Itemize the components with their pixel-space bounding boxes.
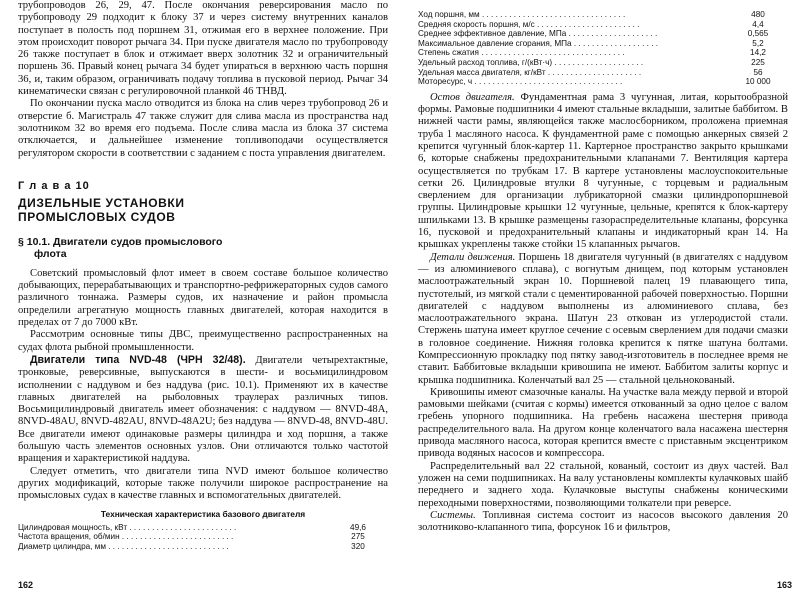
spec-row: [418, 58, 788, 68]
paragraph: [418, 510, 788, 535]
spec-value: 320: [351, 541, 365, 551]
right-page: [418, 0, 792, 600]
paragraph: [418, 92, 788, 252]
paragraph-body: Топливная система состоит из насосов высокого давления 20 золотниково-клапанного типа, форсунок 16 и фильтров,: [418, 509, 788, 534]
spec-label: Диаметр цилиндра, мм . . . . . . . . . . . . . . . . . . . . . . . . . . .: [18, 541, 229, 551]
paragraph: трубопроводов 26, 29, 47. После окончания реверсирования масло по трубопроводу 29 подходит к блоку 37 и через систему внутренних каналов поступает в полость под поршнем 31, отжимая его в верхнее положение. При этом происходит поворот рычага 34. При пуске двигателя масло по трубопроводу 26 также поступает в блок и отжимает вверх золотник 32 и ограничительный поршень 36. Правый конец рычага 34 будет упираться в верхнюю часть поршня 36, и, таким образом, ограничивать подачу топлива в пусковой период. Рычаг 34 кинематически связан с регулировочной планкой 46 ТНВД.: [18, 0, 388, 98]
spec-value: 4,4: [752, 19, 764, 29]
paragraph: Следует отметить, что двигатели типа NVD имеют большое количество других модификаций, которые также получили широкое распространение на промысловых судах в качестве главных и вспомогательных двигателей.: [18, 465, 388, 502]
spec-table: [18, 523, 388, 552]
spec-table: [418, 10, 788, 87]
paragraph: Советский промысловый флот имеет в своем составе большое количество добывающих, перерабатывающих и транспортно-рефрижераторных судов самого различного тоннажа. Размеры судов, их назначение и район промысла определили агрегатную мощность главных двигателей, которая находится в пределах от 7 до 7000 кВт.: [18, 267, 388, 329]
paragraph: Распределительный вал 22 стальной, кованый, состоит из двух частей. Вал уложен на семи подшипниках. На валу установлены комплекты кулачковых шайб переднего и заднего хода. Кулачковые выступы снабжены коническими переходными поверхностями, позволяющими толкатели при реверсе.: [418, 460, 788, 509]
spec-label: Удельный расход топлива, г/(кВт·ч) . . . . . . . . . . . . . . . . . . . .: [418, 57, 644, 67]
spec-value: 10 000: [745, 77, 771, 87]
page-number: 163: [776, 580, 792, 590]
spec-row: [418, 39, 788, 49]
paragraph-body: Двигатели четырехтактные, тронковые, реверсивные, выпускаются в шести- и восьмицилиндровом исполнении с наддувом и без наддува (рис. 10.1). Применяют их в качестве главных двигателей на рыболовных траулерах различных типов. Восьмицилиндровый двигатель имеет обозначения: с наддувом — 8NVD-48A, 8NVD-48AU, 8NVD-482AU, 8NVD-48A2U; без наддува — 8NVD-48, 8NVD-48U. Все двигатели имеют одинаковые размеры цилиндра и ход поршня, а также большую часть элементов основных узлов. Они отличаются только частотой вращения и характеристикой наддува.: [18, 354, 388, 465]
left-page: [18, 0, 388, 600]
spec-row: [18, 542, 388, 552]
spec-value: 0,565: [747, 29, 769, 39]
spec-value: 49,6: [350, 522, 366, 532]
spec-label: Частота вращения, об/мин . . . . . . . . . . . . . . . . . . . . . . . . .: [18, 532, 234, 542]
spec-label: Моторесурс, ч . . . . . . . . . . . . . . . . . . . . . . . . . . . . . . . . .: [418, 77, 623, 87]
chapter-title-line: ДИЗЕЛЬНЫЕ УСТАНОВКИ: [18, 195, 185, 210]
chapter-title-line: ПРОМЫСЛОВЫХ СУДОВ: [18, 209, 176, 224]
spec-row: [18, 523, 388, 533]
spec-row: [18, 532, 388, 542]
paragraph-lead: Системы.: [430, 509, 476, 521]
spec-label: Максимальное давление сгорания, МПа . . . . . . . . . . . . . . . . . . .: [418, 38, 659, 48]
section-title-line: § 10.1. Двигатели судов промыслового: [18, 235, 223, 248]
chapter-number: Г л а в а 10: [18, 179, 90, 192]
paragraph-lead: Остов двигателя.: [430, 91, 515, 103]
chapter-title: [18, 196, 388, 224]
paragraph: [18, 354, 388, 466]
section-title: [18, 236, 388, 260]
paragraph-body: Фундаментная рама 3 чугунная, литая, корытообразной формы. Рамовые подшипники 4 имеют стальные вкладыши, залитые баббитом. В нижней части рамы, являющейся также маслосборником, проложена приемная труба 1 масляного насоса. К фундаментной раме с помощью анкерных связей 2 крепится чугунный блок-картер 11. Картерное пространство закрыто крышками 6, которые снабжены предохранительными клапанами 7. Вентиляция картера осуществляется по трубкам 17. В картере установлены маслоуспокоительные сетки 26. Цилиндровые втулки 8 чугунные, с торцевым и радиальным сверлением для организации лубрикаторной смазки цилиндропоршневой группы. Цилиндровые крышки 12 чугунные, цельные, крепятся к блок-картеру шпильками 13. В крышке размещены газораспределительные клапаны, форсунка 16, пусковой и предохранительный клапаны и индикаторный кран 14. На крышках укреплены также стойки 15 клапанных рычагов.: [418, 91, 788, 251]
table-caption: Техническая характеристика базового двигателя: [100, 508, 306, 519]
spec-value: 480: [751, 10, 765, 19]
paragraph-lead: Двигатели типа NVD-48 (ЧРН 32/48).: [30, 353, 246, 366]
paragraph-lead: Детали движения.: [430, 251, 516, 263]
spec-label: Средняя скорость поршня, м/с . . . . . . . . . . . . . . . . . . . . . . .: [418, 19, 640, 29]
spec-label: Цилиндровая мощность, кВт . . . . . . . . . . . . . . . . . . . . . . . .: [18, 522, 237, 532]
spec-label: Ход поршня, мм . . . . . . . . . . . . . . . . . . . . . . . . . . . . . . . .: [418, 10, 626, 19]
spec-row: [418, 10, 788, 20]
spec-row: [418, 48, 788, 58]
spec-row: [418, 20, 788, 30]
spec-value: 56: [753, 67, 763, 77]
spec-label: Среднее эффективное давление, МПа . . . . . . . . . . . . . . . . . . . .: [418, 29, 658, 39]
paragraph-body: Поршень 18 двигателя чугунный (в двигателях с наддувом — из алюминиевого сплава), с вогнутым днищем, под которым установлен маслоотражательный экран 10. Поршневой палец 19 плавающего типа, пустотелый, из мягкой стали с цементированной рабочей поверхностью. Поршни двигателей с наддувом выполнены из алюминиевого сплава, без маслоотражательного экрана. Шатун 23 откован из углеродистой стали. Стержень шатуна имеет круглое сечение с осевым сверлением для подачи смазки в головное соединение. Нижняя головка крепится к пятке шатуна болтами. Компрессионную прокладку под пятку завод-изготовитель в последнее время не ставит. Баббитовые вкладыши кривошипа не имеют. Баббитом залиты корпус и крышка подшипника. Коленчатый вал 25 — стальной цельнокованый.: [418, 251, 788, 386]
section-title-line: флота: [34, 247, 67, 260]
spec-value: 5,2: [752, 38, 764, 48]
paragraph: Рассмотрим основные типы ДВС, преимущественно распространенных на судах флота рыбной промышленности.: [18, 329, 388, 353]
paragraph: Кривошипы имеют смазочные каналы. На участке вала между первой и второй рамовыми шейками (считая с кормы) имеется откованный за одно целое с валом гребень упорного подшипника. На гребень насажена шестерня привода распределительного вала. На другом конце коленчатого вала насажена шестерня привода масляного насоса, которая крепится вместе с приставным эксцентриком привода водяных насосов и компрессора.: [418, 386, 788, 460]
paragraph: [418, 252, 788, 387]
spec-row: [418, 29, 788, 39]
spec-row: [418, 77, 788, 87]
spec-label: Удельная масса двигателя, кг/кВт . . . . . . . . . . . . . . . . . . . . .: [418, 67, 642, 77]
spec-value: 275: [351, 532, 365, 542]
page-number: 162: [18, 580, 34, 590]
spec-value: 225: [751, 57, 765, 67]
spec-value: 14,2: [750, 48, 766, 58]
paragraph: По окончании пуска масло отводится из блока на слив через трубопровод 26 и отверстие б. Магистраль 47 также служит для слива масла из пространства над золотником 32 во время его подъема. После слива масла из блока 37 система отключается, и дальнейшее изменение топливоподачи осуществляется регулятором скорости в соответствии с заданием с поста управления двигателем.: [18, 98, 388, 159]
spec-label: Степень сжатия . . . . . . . . . . . . . . . . . . . . . . . . . . . . . . . .: [418, 48, 625, 58]
spec-row: [418, 68, 788, 78]
